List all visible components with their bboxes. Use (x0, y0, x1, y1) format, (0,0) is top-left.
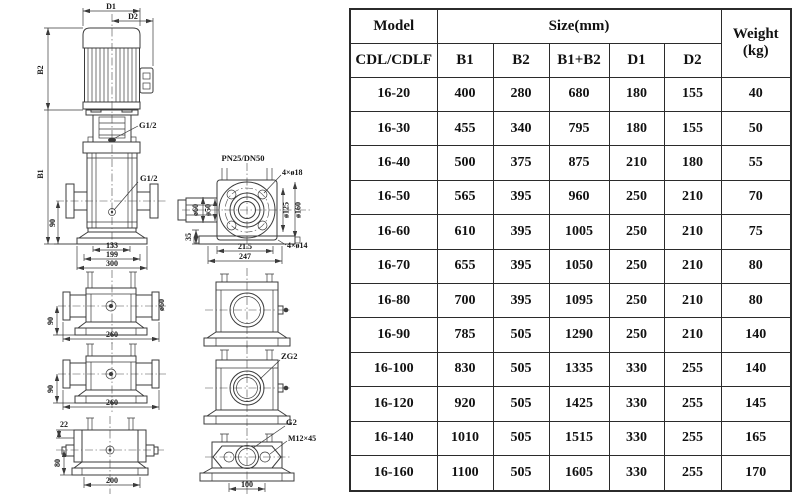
dim-phi50-top-label: ø50 (203, 204, 213, 216)
header-b1b2: B1+B2 (549, 43, 609, 77)
dim-d1-label: D1 (106, 2, 116, 11)
table-row: 16-140 1010 505 1515 330 255 165 (350, 421, 791, 455)
spec-table (349, 8, 792, 492)
dim-260-side1-label: 260 (106, 330, 118, 339)
table-row: 16-30 455 340 795 180 155 50 (350, 111, 791, 145)
base-holes-14-label: 4×ø14 (287, 241, 308, 250)
dim-b1-label: B1 (36, 169, 45, 179)
dim-22-label: 22 (60, 420, 68, 429)
table-row: 16-120 920 505 1425 330 255 145 (350, 387, 791, 421)
header-weight (721, 9, 791, 77)
dim-phi125-label: ø125 (281, 202, 291, 218)
port-view-b (204, 346, 298, 426)
thread-g2-label: G2 (286, 417, 297, 427)
dim-215-label: 21.5 (238, 242, 252, 251)
dim-90-side1-label: 90 (46, 317, 55, 325)
header-model: Model (350, 9, 437, 43)
bolt-holes-18-label: 4×ø18 (282, 168, 303, 177)
table-row: 16-50 565 395 960 250 210 70 (350, 180, 791, 214)
table-row: 16-40 500 375 875 210 180 55 (350, 146, 791, 180)
dim-90-front-label: 90 (48, 219, 57, 227)
dimension-table (349, 8, 790, 492)
side-view-3 (53, 416, 164, 494)
header-model-sub: CDL/CDLF (350, 43, 437, 77)
dim-35-label: 35 (184, 233, 193, 241)
side-view-1 (46, 270, 166, 344)
dim-199-label: 199 (106, 250, 118, 259)
dim-90-side2-label: 90 (46, 385, 55, 393)
pump-dimension-drawing (0, 0, 349, 500)
dim-200-label: 200 (106, 476, 118, 485)
port-view-c (200, 417, 316, 496)
side-view-2 (46, 342, 166, 412)
header-b2: B2 (493, 43, 549, 77)
dim-phi60-side-label: ø60 (157, 299, 166, 311)
header-weight-line2: (kg) (742, 43, 769, 60)
header-d2: D2 (664, 43, 721, 77)
terminal-box (140, 68, 153, 93)
table-row: 16-60 610 395 1005 250 210 75 (350, 215, 791, 249)
dim-247-label: 247 (239, 252, 251, 261)
header-weight-line1: Weight (732, 26, 779, 43)
dim-260-side2-label: 260 (106, 398, 118, 407)
dim-d2-label: D2 (128, 12, 138, 21)
flange-rating-label: PN25/DN50 (221, 153, 265, 163)
front-view (36, 2, 168, 270)
table-row: 16-100 830 505 1335 330 255 140 (350, 352, 791, 386)
bolt-m12-label: M12×45 (288, 434, 317, 443)
table-row: 16-20 400 280 680 180 155 40 (350, 77, 791, 111)
port-view-a (204, 268, 292, 348)
dim-300-label: 300 (106, 259, 118, 268)
top-view (178, 153, 310, 264)
table-row: 16-160 1100 505 1605 330 255 170 (350, 455, 791, 491)
table-row: 16-80 700 395 1095 250 210 80 (350, 283, 791, 317)
dim-phi160-label: ø160 (293, 202, 303, 218)
dim-phi60-top-label: ø60 (191, 204, 200, 216)
thread-zg2-label: ZG2 (281, 351, 298, 361)
dim-b2-label: B2 (36, 65, 45, 75)
g12-upper-label: G1/2 (139, 120, 157, 130)
header-b1: B1 (437, 43, 493, 77)
g12-lower-label: G1/2 (140, 173, 158, 183)
dim-100-label: 100 (241, 480, 253, 489)
header-d1: D1 (609, 43, 664, 77)
table-row: 16-70 655 395 1050 250 210 80 (350, 249, 791, 283)
header-size-group: Size(mm) (437, 9, 721, 43)
table-row: 16-90 785 505 1290 250 210 140 (350, 318, 791, 352)
dim-80-label: 80 (53, 459, 62, 467)
dim-133-label: 133 (106, 241, 118, 250)
